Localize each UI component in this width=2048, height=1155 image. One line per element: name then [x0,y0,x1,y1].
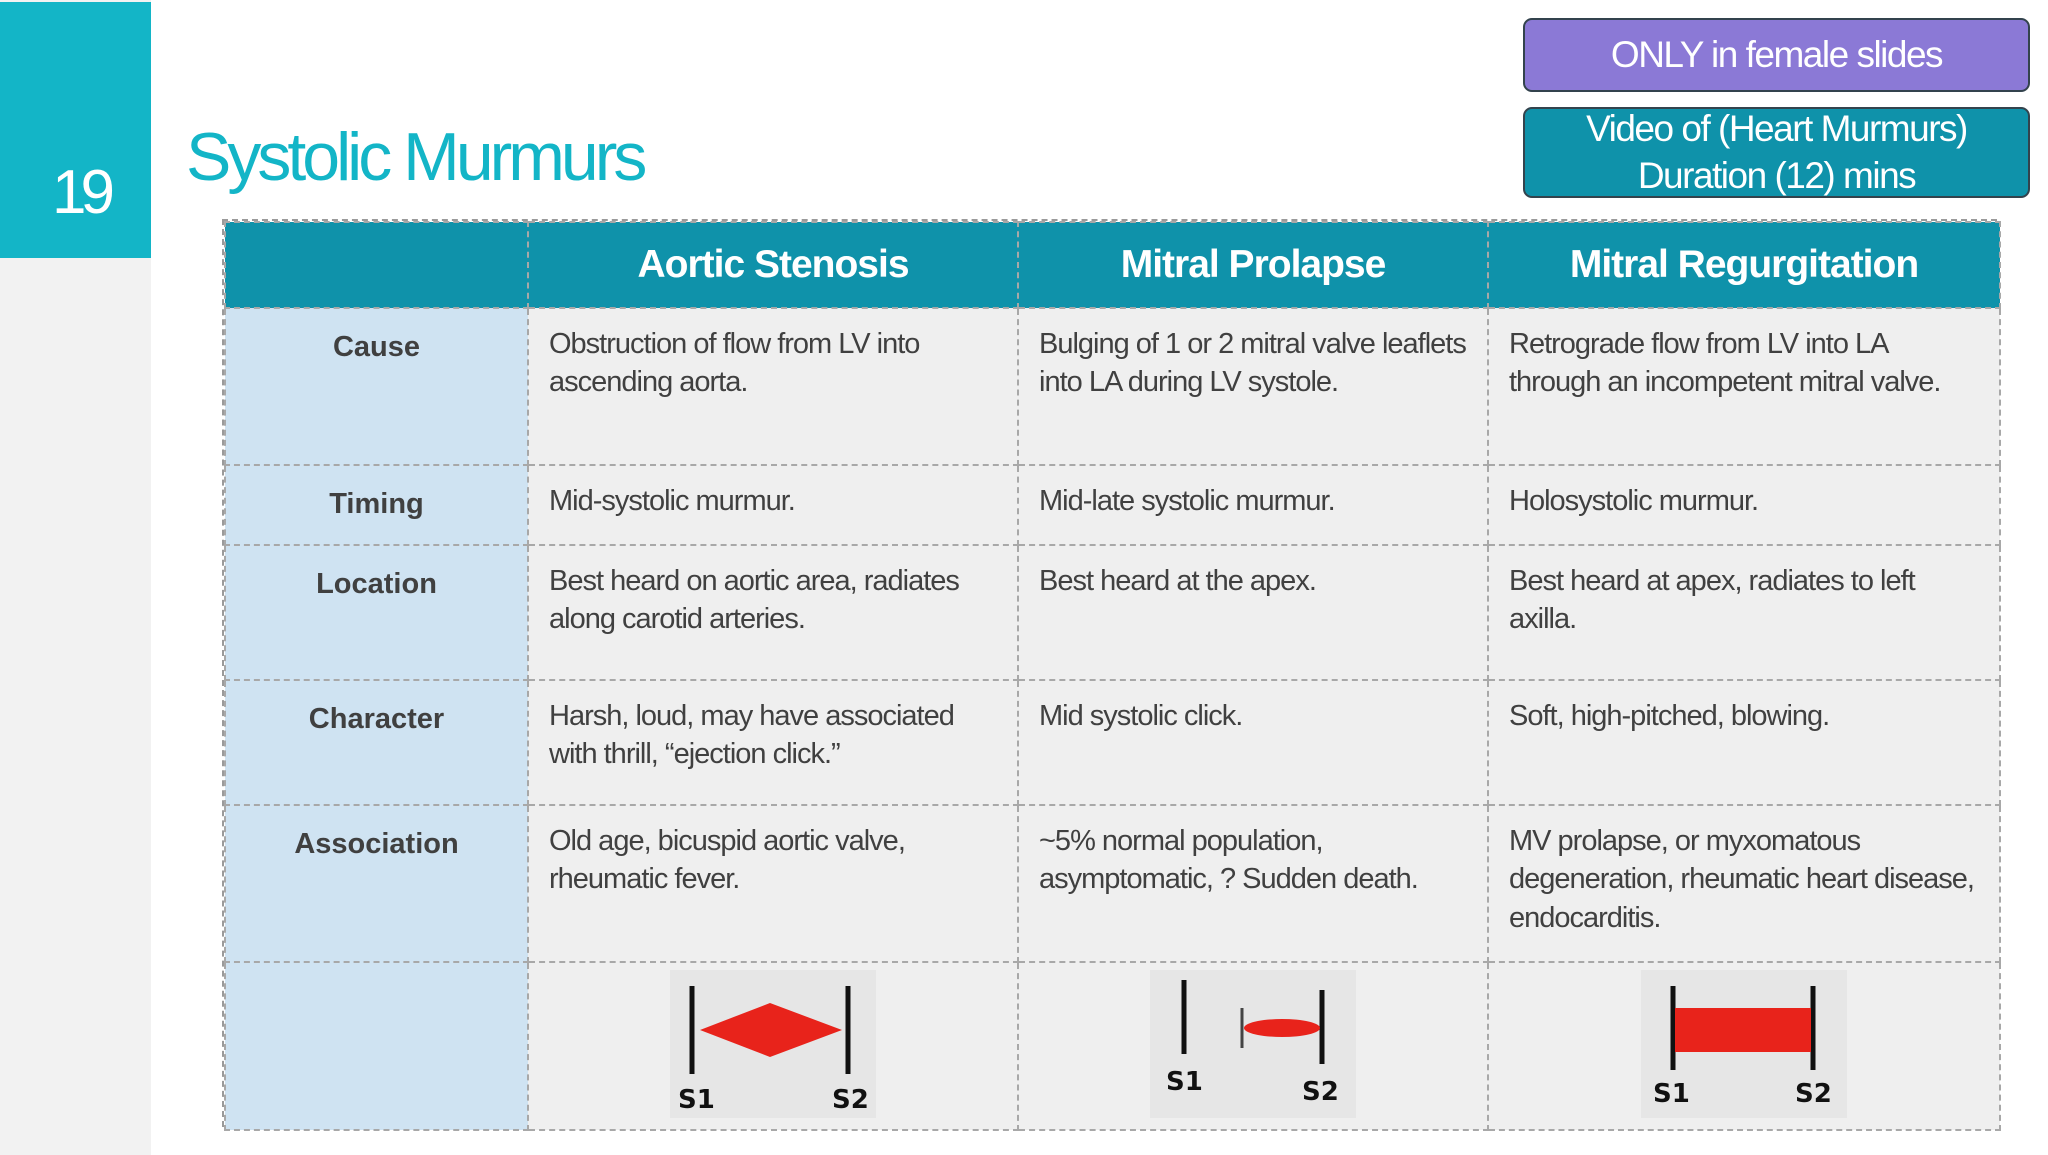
diagram-cell [1018,962,1488,1130]
table-cell: Mid-systolic murmur. [528,465,1018,545]
table-cell: Harsh, loud, may have associated with thrill, “ejection click.” [528,680,1018,805]
slide-number-box [0,2,151,258]
s2-label: S2 [1302,1076,1339,1107]
table-row [225,545,2000,680]
s1-label: S1 [1166,1066,1203,1097]
header-mitral-regurgitation: Mitral Regurgitation [1488,222,2000,308]
video-title-label: Video of (Heart Murmurs) [1586,108,1967,150]
female-only-label: ONLY in female slides [1610,33,1943,75]
s1-label: S1 [678,1084,715,1115]
murmur-table [222,219,1997,1127]
table-cell: Retrograde flow from LV into LA through an incompetent mitral valve. [1488,308,2000,465]
table-cell: Best heard at apex, radiates to left axilla. [1488,545,2000,680]
table-cell: Soft, high-pitched, blowing. [1488,680,2000,805]
row-label-association: Association [225,805,528,962]
row-label-cause: Cause [225,308,528,465]
s2-label: S2 [1795,1078,1832,1109]
table-cell: Mid systolic click. [1018,680,1488,805]
page-title: Systolic Murmurs [186,119,644,195]
diagram-cell [528,962,1018,1130]
row-label-location: Location [225,545,528,680]
table-cell: Best heard at the apex. [1018,545,1488,680]
table-row-diagrams [225,962,2000,1130]
mitral-regurgitation-phonogram [1641,970,1847,1118]
table-cell: Obstruction of flow from LV into ascending aorta. [528,308,1018,465]
slide-number: 19 [52,158,109,227]
video-duration-label: Duration (12) mins [1637,154,1916,196]
table-row [225,465,2000,545]
mitral-prolapse-phonogram [1150,970,1356,1118]
table-row [225,308,2000,465]
table-header-row [225,222,2000,308]
table-cell: Bulging of 1 or 2 mitral valve leaflets into LA during LV systole. [1018,308,1488,465]
table-cell: Holosystolic murmur. [1488,465,2000,545]
video-link-button[interactable] [1523,107,2030,198]
table-cell: Old age, bicuspid aortic valve, rheumatic fever. [528,805,1018,962]
s1-label: S1 [1653,1078,1690,1109]
table-cell: Mid-late systolic murmur. [1018,465,1488,545]
table-row [225,680,2000,805]
table-row [225,805,2000,962]
header-aortic-stenosis: Aortic Stenosis [528,222,1018,308]
row-label-character: Character [225,680,528,805]
table-cell: ~5% normal population, asymptomatic, ? Sudden death. [1018,805,1488,962]
diagram-row-label [225,962,528,1130]
diagram-cell [1488,962,2000,1130]
female-only-button[interactable] [1523,18,2030,92]
s2-label: S2 [832,1084,869,1115]
header-mitral-prolapse: Mitral Prolapse [1018,222,1488,308]
table-cell: Best heard on aortic area, radiates along carotid arteries. [528,545,1018,680]
table-cell: MV prolapse, or myxomatous degeneration, rheumatic heart disease, endocarditis. [1488,805,2000,962]
aortic-stenosis-phonogram [670,970,876,1118]
row-label-timing: Timing [225,465,528,545]
header-empty [225,222,528,308]
